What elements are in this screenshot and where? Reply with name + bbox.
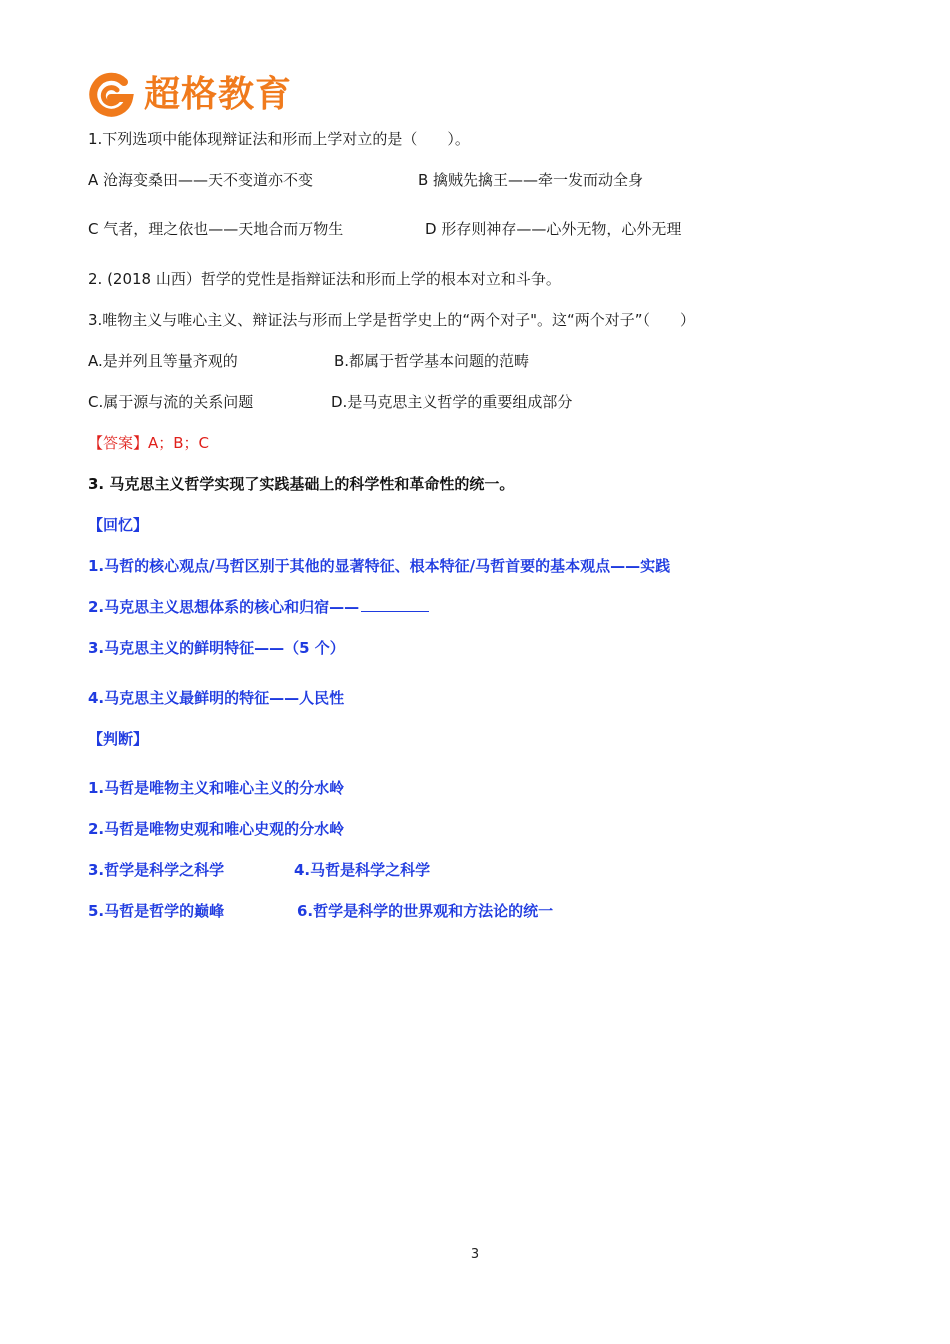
question-1-option-b: B 擒贼先擒王——牵一发而动全身 bbox=[418, 171, 644, 189]
judge-row-4 bbox=[88, 900, 554, 922]
judge-item-5: 5.马哲是哲学的巅峰 bbox=[88, 902, 225, 920]
question-1-option-d: D 形存则神存——心外无物，心外无理 bbox=[425, 220, 682, 238]
question-3-option-b: B.都属于哲学基本问题的范畴 bbox=[334, 352, 530, 370]
question-1-option-a: A 沧海变桑田——天不变道亦不变 bbox=[88, 171, 314, 189]
section-heading: 3. 马克思主义哲学实现了实践基础上的科学性和革命性的统一。 bbox=[88, 475, 515, 493]
brand-logo-icon bbox=[86, 70, 136, 120]
fill-in-blank bbox=[361, 597, 429, 612]
judge-item-6: 6.哲学是科学的世界观和方法论的统一 bbox=[297, 902, 554, 920]
judge-item-4: 4.马哲是科学之科学 bbox=[294, 861, 431, 879]
judge-label: 【判断】 bbox=[88, 730, 149, 748]
question-3-options-row-1 bbox=[88, 350, 530, 372]
question-3-options-row-2 bbox=[88, 391, 573, 413]
judge-item-1: 1.马哲是唯物主义和唯心主义的分水岭 bbox=[88, 779, 345, 797]
question-1-stem: 1.下列选项中能体现辩证法和形而上学对立的是（ ）。 bbox=[88, 130, 470, 148]
question-3-option-d: D.是马克思主义哲学的重要组成部分 bbox=[331, 393, 573, 411]
recall-item-2-text: 2.马克思主义思想体系的核心和归宿—— bbox=[88, 598, 360, 616]
page-number: 3 bbox=[470, 1247, 480, 1262]
judge-row-3 bbox=[88, 859, 431, 881]
judge-item-2: 2.马哲是唯物史观和唯心史观的分水岭 bbox=[88, 820, 345, 838]
answer-line: 【答案】A；B；C bbox=[88, 434, 210, 452]
brand-logo bbox=[86, 70, 292, 120]
judge-item-3: 3.哲学是科学之科学 bbox=[88, 861, 225, 879]
brand-logo-text: 超格教育 bbox=[144, 74, 293, 115]
question-1-options-row-2 bbox=[88, 218, 682, 240]
recall-item-2 bbox=[88, 596, 429, 618]
recall-item-1: 1.马哲的核心观点/马哲区别于其他的显著特征、根本特征/马哲首要的基本观点——实践 bbox=[88, 557, 671, 575]
question-2-stem: 2. (2018 山西）哲学的党性是指辩证法和形而上学的根本对立和斗争。 bbox=[88, 270, 561, 288]
recall-item-4: 4.马克思主义最鲜明的特征——人民性 bbox=[88, 689, 345, 707]
recall-item-3: 3.马克思主义的鲜明特征——（5 个） bbox=[88, 639, 345, 657]
question-1-option-c: C 气者，理之依也——天地合而万物生 bbox=[88, 220, 344, 238]
question-3-stem: 3.唯物主义与唯心主义、辩证法与形而上学是哲学史上的“两个对子"。这“两个对子”（ ） bbox=[88, 311, 696, 329]
question-3-option-a: A.是并列且等量齐观的 bbox=[88, 352, 238, 370]
recall-label: 【回忆】 bbox=[88, 516, 149, 534]
question-1-options-row-1 bbox=[88, 169, 644, 191]
question-3-option-c: C.属于源与流的关系问题 bbox=[88, 393, 254, 411]
